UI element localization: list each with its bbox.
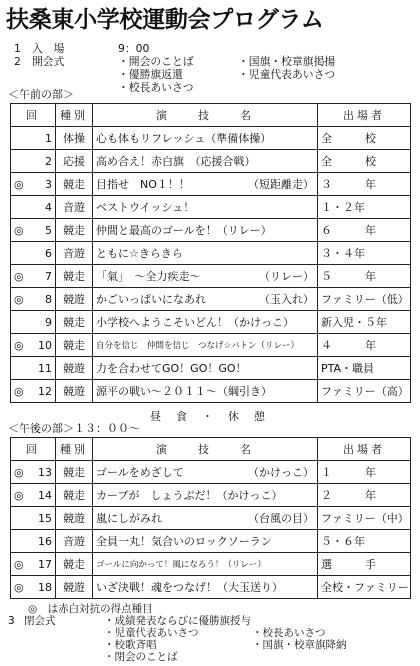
participants-cell: 選 手 — [318, 553, 411, 576]
program-row — [11, 507, 411, 530]
scoring-mark: ◎ — [14, 269, 24, 283]
header-event: 演 技 名 — [93, 438, 318, 461]
participants-cell: 新入児・５年 — [318, 311, 411, 334]
program-row — [11, 357, 411, 380]
round-cell — [11, 196, 56, 219]
participants-cell: ４ 年 — [318, 334, 411, 357]
start-time: 9：00 — [118, 42, 150, 55]
lunch-break: 昼 食 ・ 休 憩 — [150, 410, 267, 423]
event-name: ゴールをめざして — [96, 466, 184, 479]
event-cell — [93, 461, 318, 484]
round-cell — [11, 127, 56, 150]
event-name: かごいっぱいになあれ — [96, 293, 206, 306]
category-cell: 競遊 — [56, 576, 93, 599]
event-cell — [93, 288, 318, 311]
program-row — [11, 242, 411, 265]
program-row — [11, 311, 411, 334]
event-cell — [93, 265, 318, 288]
participants-cell: ３・４年 — [318, 242, 411, 265]
event-subtitle: （リレー） — [259, 270, 314, 283]
closing-item: ・児童代表あいさつ — [104, 627, 199, 639]
round-cell — [11, 507, 56, 530]
participants-cell: ５・６年 — [318, 530, 411, 553]
entry-label: 入 場 — [32, 42, 65, 55]
event-cell — [93, 150, 318, 173]
closing-item: ・閉会のことば — [104, 651, 178, 663]
round-number: 7 — [45, 269, 52, 283]
scoring-mark: ◎ — [14, 580, 24, 594]
round-cell — [11, 288, 56, 311]
round-number: 12 — [38, 384, 52, 398]
ceremony-item: ・優勝旗返還 — [118, 68, 183, 81]
participants-cell: ２ 年 — [318, 484, 411, 507]
round-number: 18 — [38, 580, 52, 594]
round-cell — [11, 265, 56, 288]
category-cell: 競遊 — [56, 357, 93, 380]
participants-cell: １・２年 — [318, 196, 411, 219]
round-cell — [11, 461, 56, 484]
header-round: 回 — [11, 438, 56, 461]
header-category: 種別 — [56, 438, 93, 461]
program-row — [11, 288, 411, 311]
category-cell: 競走 — [56, 311, 93, 334]
table-header-row — [11, 438, 411, 461]
round-cell — [11, 576, 56, 599]
event-subtitle: （かけっこ） — [248, 466, 314, 479]
header-round: 回 — [11, 104, 56, 127]
scoring-mark: ◎ — [14, 338, 24, 352]
table-header-row — [11, 104, 411, 127]
program-row — [11, 484, 411, 507]
category-cell: 音遊 — [56, 242, 93, 265]
round-number: 13 — [38, 465, 52, 479]
participants-cell: PTA・職員 — [318, 357, 411, 380]
morning-heading: ＜午前の部＞ — [8, 88, 74, 101]
event-cell — [93, 530, 318, 553]
category-cell: 競走 — [56, 265, 93, 288]
event-cell — [93, 219, 318, 242]
category-cell: 競走 — [56, 461, 93, 484]
program-row — [11, 219, 411, 242]
program-row — [11, 265, 411, 288]
program-row — [11, 553, 411, 576]
round-cell — [11, 380, 56, 403]
round-cell — [11, 311, 56, 334]
event-name: 全員一丸！気合いのロックソーラン — [96, 535, 272, 548]
event-cell — [93, 357, 318, 380]
event-name: 小学校へようこそいどん！（かけっこ） — [96, 316, 294, 329]
participants-cell: ファミリー（低） — [318, 288, 411, 311]
closing-ceremony-no: 3 — [8, 615, 15, 627]
category-cell: 競遊 — [56, 288, 93, 311]
program-row — [11, 380, 411, 403]
participants-cell: 全 校 — [318, 127, 411, 150]
event-name: 仲間と最高のゴールを！（リレー） — [96, 224, 272, 237]
scoring-mark: ◎ — [14, 384, 24, 398]
event-name: ベストウイッシュ！ — [96, 201, 195, 214]
program-row — [11, 150, 411, 173]
program-row — [11, 196, 411, 219]
round-number: 4 — [45, 200, 52, 214]
category-cell: 競遊 — [56, 507, 93, 530]
round-number: 17 — [38, 557, 52, 571]
event-name: 嵐にしがみれ — [96, 512, 162, 525]
round-number: 10 — [38, 338, 52, 352]
afternoon-heading: ＜午後の部＞１３：００～ — [8, 422, 140, 435]
category-cell: 競走 — [56, 173, 93, 196]
event-cell — [93, 507, 318, 530]
round-number: 2 — [45, 154, 52, 168]
scoring-mark: ◎ — [14, 177, 24, 191]
round-number: 1 — [45, 131, 52, 145]
program-row — [11, 173, 411, 196]
category-cell: 競走 — [56, 334, 93, 357]
round-cell — [11, 150, 56, 173]
event-name: ともに☆きらきら — [96, 247, 183, 260]
event-cell — [93, 242, 318, 265]
round-cell — [11, 357, 56, 380]
closing-item: ・校歌斉唱 — [104, 639, 157, 651]
afternoon-program-table — [10, 437, 411, 599]
morning-rows — [11, 127, 411, 403]
closing-item: ・校長あいさつ — [252, 627, 326, 639]
header-participants: 出場者 — [318, 438, 411, 461]
event-cell — [93, 311, 318, 334]
program-row — [11, 530, 411, 553]
event-name: 心も体もリフレッシュ（準備体操） — [96, 132, 272, 145]
participants-cell: ファミリー（中） — [318, 507, 411, 530]
round-number: 14 — [38, 488, 52, 502]
event-subtitle: （台風の目） — [248, 512, 314, 525]
morning-program-table — [10, 103, 411, 403]
event-name: 高め合え！赤白旗 （応援合戦） — [96, 155, 256, 168]
participants-cell: ６ 年 — [318, 219, 411, 242]
round-number: 9 — [45, 315, 52, 329]
ceremony-item: ・国旗・校章旗掲揚 — [238, 55, 336, 68]
ceremony-item: ・校長あいさつ — [118, 81, 194, 94]
scoring-mark: ◎ — [14, 488, 24, 502]
opening-ceremony-label: 開会式 — [32, 55, 65, 68]
round-cell — [11, 334, 56, 357]
round-cell — [11, 484, 56, 507]
event-cell — [93, 334, 318, 357]
round-number: 6 — [45, 246, 52, 260]
opening-ceremony-no: 2 — [14, 55, 21, 68]
ceremony-item: ・児童代表あいさつ — [238, 68, 336, 81]
closing-ceremony-label: 閉会式 — [24, 615, 56, 627]
scoring-mark: ◎ — [14, 465, 24, 479]
closing-item: ・成績発表ならびに優勝旗授与 — [104, 615, 251, 627]
scoring-mark: ◎ — [14, 557, 24, 571]
event-cell — [93, 173, 318, 196]
round-cell — [11, 242, 56, 265]
header-category: 種別 — [56, 104, 93, 127]
participants-cell: 全校・ファミリー — [318, 576, 411, 599]
category-cell: 体操 — [56, 127, 93, 150]
ceremony-item: ・開会のことば — [118, 55, 194, 68]
participants-cell: ファミリー（高） — [318, 380, 411, 403]
event-cell — [93, 127, 318, 150]
event-name: 「氣」 ～全力疾走～ — [96, 270, 201, 283]
participants-cell: ３ 年 — [318, 173, 411, 196]
round-number: 8 — [45, 292, 52, 306]
event-subtitle: （短距離走） — [248, 178, 314, 191]
participants-cell: ５ 年 — [318, 265, 411, 288]
event-cell — [93, 553, 318, 576]
header-participants: 出場者 — [318, 104, 411, 127]
round-number: 15 — [38, 511, 52, 525]
event-name: ゴールに向かって！風になろう！（リレー） — [96, 560, 266, 570]
event-name: 自分を信じ 仲間を信じ つなげ☆バトン（リレー） — [96, 341, 299, 351]
round-cell — [11, 219, 56, 242]
scoring-footnote: ◎ は赤白対抗の得点種目 — [28, 603, 153, 615]
round-number: 3 — [45, 177, 52, 191]
event-name: 目指せ NO１！！ — [96, 178, 190, 191]
event-cell — [93, 576, 318, 599]
scoring-mark: ◎ — [14, 292, 24, 306]
round-number: 5 — [45, 223, 52, 237]
program-row — [11, 334, 411, 357]
category-cell: 競走 — [56, 484, 93, 507]
program-row — [11, 127, 411, 150]
event-name: カーブが しょうぶだ！（かけっこ） — [96, 489, 283, 502]
category-cell: 競走 — [56, 553, 93, 576]
event-cell — [93, 380, 318, 403]
round-number: 16 — [38, 534, 52, 548]
afternoon-rows — [11, 461, 411, 599]
event-name: いざ決戦！魂をつなげ！（大玉送り） — [96, 581, 283, 594]
header-event: 演 技 名 — [93, 104, 318, 127]
participants-cell: 全 校 — [318, 150, 411, 173]
program-row — [11, 461, 411, 484]
scoring-mark: ◎ — [14, 223, 24, 237]
round-number: 11 — [38, 361, 52, 375]
round-cell — [11, 553, 56, 576]
round-cell — [11, 530, 56, 553]
category-cell: 応援 — [56, 150, 93, 173]
round-cell — [11, 173, 56, 196]
category-cell: 音遊 — [56, 196, 93, 219]
entry-no: 1 — [14, 42, 21, 55]
category-cell: 音遊 — [56, 530, 93, 553]
category-cell: 競走 — [56, 219, 93, 242]
program-row — [11, 576, 411, 599]
category-cell: 競遊 — [56, 380, 93, 403]
event-name: 源平の戦い～２０１１～（綱引き） — [96, 385, 272, 398]
program-title: 扶桑東小学校運動会プログラム — [6, 7, 324, 33]
event-cell — [93, 484, 318, 507]
closing-item: ・国旗・校章旗降納 — [252, 639, 347, 651]
event-name: 力を合わせてGO！GO！GO！ — [96, 362, 247, 375]
participants-cell: １ 年 — [318, 461, 411, 484]
event-cell — [93, 196, 318, 219]
event-subtitle: （玉入れ） — [259, 293, 314, 306]
